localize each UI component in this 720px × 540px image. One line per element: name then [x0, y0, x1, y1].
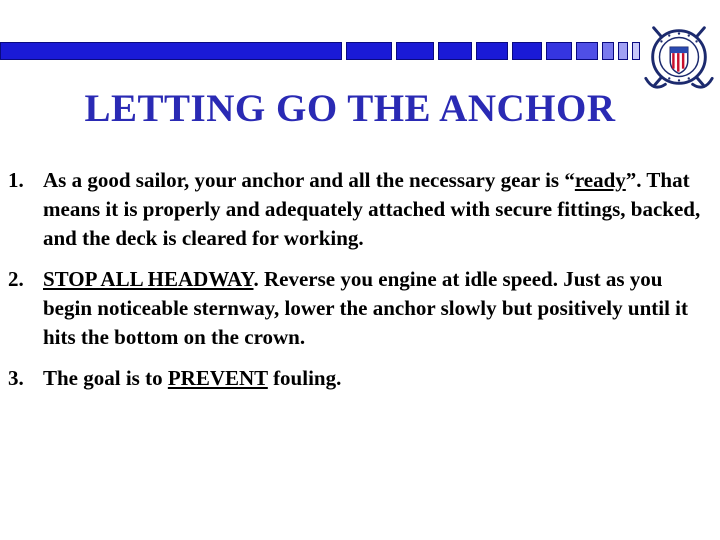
header-bar-segment — [632, 42, 640, 60]
item-text: ”. That means it is properly and adequately attached with secure fittings, backed, and the deck is cleared for working. — [43, 168, 701, 250]
header-bar-segment — [512, 42, 542, 60]
item-underlined-text: ready — [574, 168, 626, 192]
item-text: . Reverse you engine at idle speed. Just as you begin noticeable sternway, lower the anchor slowly but positively until it hits the bottom on the crown. — [43, 267, 688, 349]
item-text: As a good sailor, your anchor and all the necessary gear is “ — [43, 168, 575, 192]
item-text: The goal is to — [43, 366, 168, 390]
header-bar-segment — [476, 42, 508, 60]
bullet-list — [8, 166, 708, 405]
header-bar-segment — [396, 42, 434, 60]
item-underlined-text: STOP ALL HEADWAY — [43, 267, 254, 291]
coast-guard-emblem-icon — [640, 18, 718, 96]
item-number: 3. — [8, 366, 24, 390]
header-bar-segment — [546, 42, 572, 60]
header-bar-segment — [602, 42, 614, 60]
header-bar-segment — [618, 42, 628, 60]
header-bar-segment — [576, 42, 598, 60]
header-bar-segment — [438, 42, 472, 60]
list-item — [8, 166, 708, 253]
header-bar-segment — [346, 42, 392, 60]
header-bar-long — [0, 42, 342, 60]
item-underlined-text: PREVENT — [167, 366, 268, 390]
item-number: 2. — [8, 267, 24, 291]
item-text: fouling. — [267, 366, 342, 390]
item-number: 1. — [8, 168, 24, 192]
slide-title: LETTING GO THE ANCHOR — [84, 87, 616, 130]
list-item — [8, 265, 708, 352]
list-item — [8, 364, 708, 393]
